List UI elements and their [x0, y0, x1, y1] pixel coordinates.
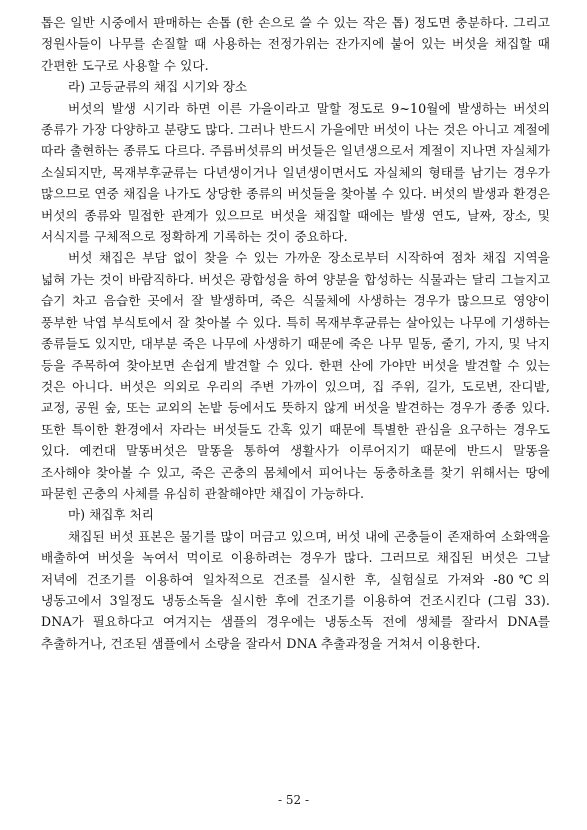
- document-body: [41, 12, 550, 654]
- paragraph-mushroom-season: 버섯의 발생 시기라 하면 이른 가을이라고 말할 정도로 9~10월에 발생하는 버섯의 종류가 가장 다양하고 분량도 많다. 그러나 반드시 가을에만 버섯이 나는 것은 아니고 계절에 따라 출현하는 종류도 다르다. 주름버섯류의 버섯들은 일년생으로서 계절이 지나면 자실체가 소실되지만, 목재부후균류는 다년생이거나 일년생이면서도 자실체의 형태를 남기는 경우가 많으므로 연중 채집을 나가도 상당한 종류의 버섯들을 찾아볼 수 있다. 버섯의 발생과 환경은 버섯의 종류와 밀접한 관계가 있으므로 버섯을 채집할 때에는 발생 연도, 날짜, 장소, 및 서식지를 구체적으로 정확하게 기록하는 것이 중요하다.: [41, 100, 550, 245]
- paragraph-post-processing: 채집된 버섯 표본은 물기를 많이 머금고 있으며, 버섯 내에 곤충들이 존재하여 소화액을 배출하여 버섯을 녹여서 먹이로 이용하려는 경우가 많다. 그러므로 채집된 버섯은 그날 저녁에 건조기를 이용하여 일차적으로 건조를 실시한 후, 실험실로 가져와 -80℃의 냉동고에서 3일정도 냉동소독을 실시한 후에 건조기를 이용하여 건조시킨다 (그림 33). DNA가 필요하다고 여겨지는 샘플의 경우에는 냉동소독 전에 생체를 잘라서 DNA를 추출하거나, 건조된 샘플에서 소량을 잘라서 DNA 추출과정을 거쳐서 이용한다.: [41, 528, 550, 651]
- paragraph-collection-places: 버섯 채집은 부담 없이 찾을 수 있는 가까운 장소로부터 시작하여 점차 채집 지역을 넓혀 가는 것이 바람직하다. 버섯은 광합성을 하여 양분을 합성하는 식물과는 달리 그늘지고 습기 차고 음습한 곳에서 잘 발생하며, 죽은 식물체에 사생하는 경우가 많으므로 영양이 풍부한 낙엽 부식토에서 잘 찾아볼 수 있다. 특히 목재부후균류는 살아있는 나무에 기생하는 종류들도 있지만, 대부분 죽은 나무에 사생하기 때문에 죽은 나무 밑동, 줄기, 가지, 및 낙지 등을 주목하여 찾아보면 손쉽게 발견할 수 있다. 한편 산에 가야만 버섯을 발견할 수 있는 것은 아니다. 버섯은 의외로 우리의 주변 가까이 있으며, 집 주위, 길가, 도로변, 잔디밭, 교정, 공원 숲, 또는 교외의 논밭 등에서도 뜻하지 않게 버섯을 발견하는 경우가 종종 있다. 또한 특이한 환경에서 자라는 버섯들도 간혹 있기 때문에 특별한 관심을 요구하는 경우도 있다. 예컨대 말똥버섯은 말똥을 통하여 생활사가 이루어지기 때문에 반드시 말똥을 조사해야 찾아볼 수 있고, 죽은 곤충의 몸체에서 피어나는 동충하초를 찾기 위해서는 땅에 파묻힌 곤충의 사체를 유심히 관찰해야만 채집이 가능하다.: [41, 250, 550, 501]
- paragraph-saw-tools: 톱은 일반 시중에서 판매하는 손톱 (한 손으로 쓸 수 있는 작은 톱) 정도면 충분하다. 그리고 정원사들이 나무를 손질할 때 사용하는 전정가위는 잔가지에 붙어 있는 버섯을 채집할 때 간편한 도구로 사용할 수 있다.: [41, 15, 550, 73]
- page-number: - 52 -: [277, 793, 309, 807]
- section-heading-collection-season: 라) 고등균류의 채집 시기와 장소: [68, 79, 248, 95]
- section-heading-post-processing: 마) 채집후 처리: [68, 507, 154, 523]
